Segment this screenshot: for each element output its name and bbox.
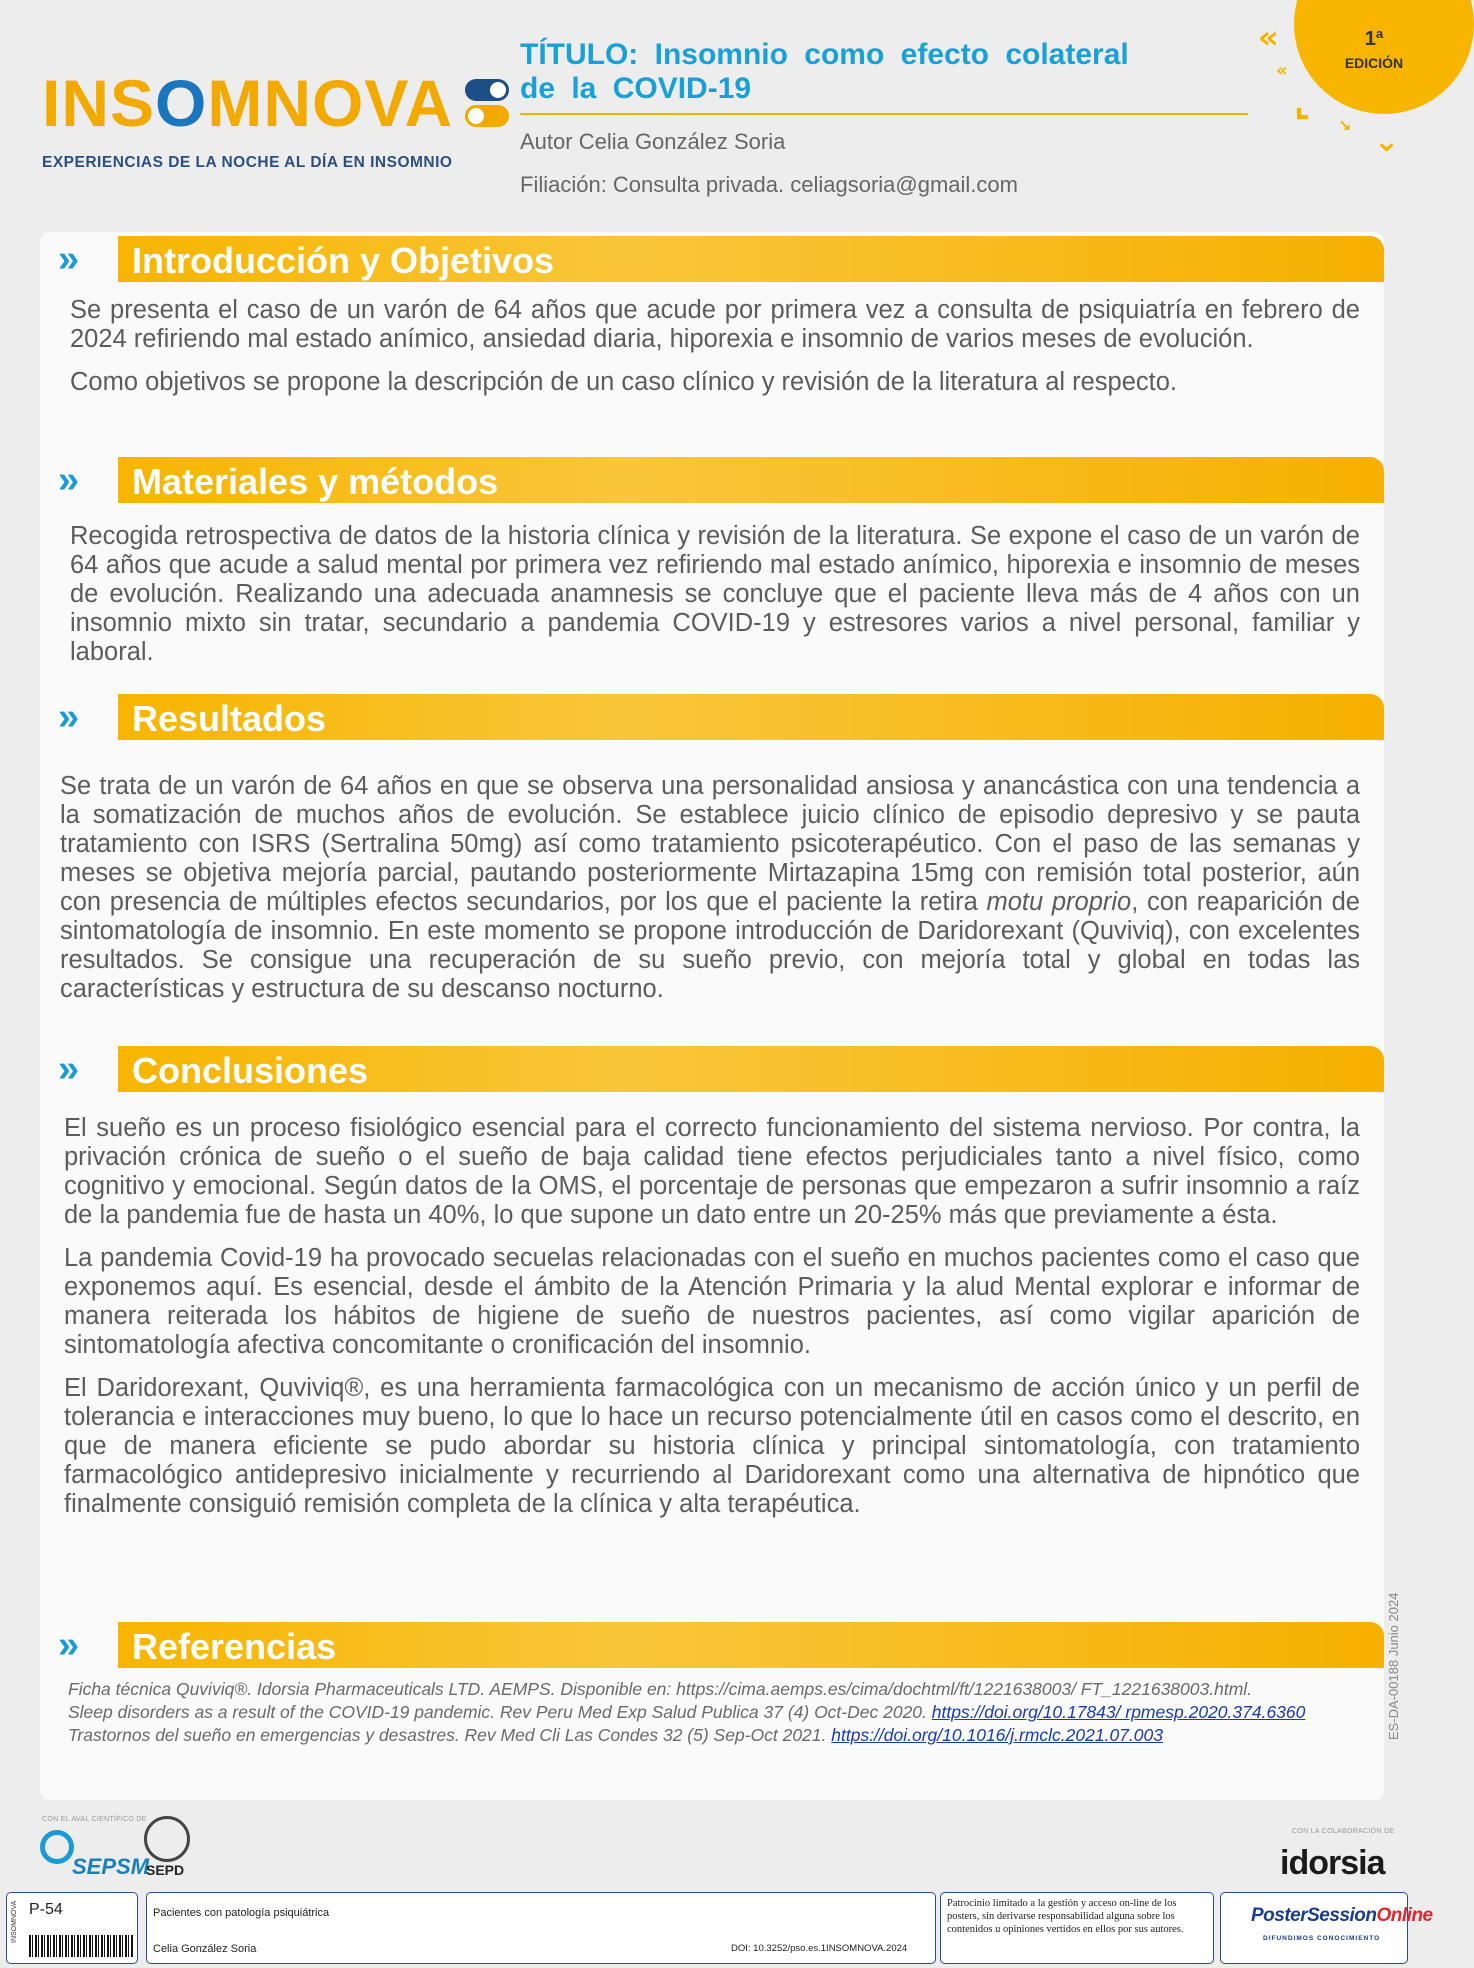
methods-paragraph-1: Recogida retrospectiva de datos de la historia clínica y revisión de la literatura. Se expone el caso de un varón de 64 años que acude a salud mental por primera vez refiriendo mal estado anímico, hiporexia e insomnio de meses de evolución. Realizando una adecuada anamnesis se concluye que el paciente lleva más de 4 años con un insomnio mixto sin tratar, secundario a pandemia COVID-19 y estresores varios a nivel personal, familiar y laboral. (70, 522, 1360, 666)
logo-wordmark (42, 66, 462, 140)
double-chevron-right-icon: » (58, 1624, 66, 1666)
footer (0, 1888, 1433, 1968)
sepsm-text: SEPSM (72, 1854, 150, 1879)
reference-2-link[interactable]: https://doi.org/10.17843/ rpmesp.2020.374.6360 (931, 1702, 1306, 1722)
poster-code: P-54 (29, 1901, 63, 1918)
double-chevron-right-icon: » (58, 238, 66, 280)
title-divider (520, 113, 1248, 115)
intro-paragraph-1: Se presenta el caso de un varón de 64 años que acude por primera vez a consulta de psiquiatría en febrero de 2024 refiriendo mal estado anímico, ansiedad diaria, hiporexia e insomnio de varios meses de evolución. (70, 296, 1360, 353)
logo-text-2: MN (207, 66, 313, 140)
affiliation-line: Filiación: Consulta privada. celiagsoria@gmail.com (520, 172, 1018, 198)
vertical-label: INSOMNOVA (11, 1900, 18, 1943)
edition-label: EDICIÓN (1344, 55, 1404, 71)
sepd-text: SEPD (146, 1862, 185, 1878)
results-text-b: , con reaparición de sintomatología de insomnio. En este momento se propone introducción de Daridorexant (Quviviq), con excelentes resultados. Se consigue una recuperación de su sueño previo, con mejoría total y global en todas las características y estructura de su descanso nocturno. (60, 888, 1360, 1003)
document-code: ES-DA-00188 Junio 2024 (1386, 1592, 1401, 1740)
double-chevron-right-icon: » (58, 459, 66, 501)
pso-text-1: PosterSession (1251, 1905, 1377, 1926)
pso-logo (1251, 1905, 1433, 1927)
reference-3 (68, 1724, 1360, 1747)
conclusions-paragraph-3: El Daridorexant, Quviviq®, es una herramienta farmacológica con un mecanismo de acción único y un perfil de tolerancia e interacciones muy bueno, lo que lo hace un recurso potencialmente útil en casos como el descrito, en que de manera eficiente se pudo abordar su historia clínica y principal sintomatología, con tratamiento farmacológico antidepresivo inicialmente y recurriendo al Daridorexant como una alternativa de hipnótico que finalmente consiguió remisión completa de la clínica y alta terapéutica. (64, 1374, 1360, 1518)
section-header-conclusions (40, 1046, 1384, 1092)
reference-2 (68, 1701, 1360, 1724)
section-title: Resultados (132, 698, 327, 739)
section-title: Introducción y Objetivos (132, 240, 555, 281)
section-header-intro (40, 236, 1384, 282)
collab-label: CON LA COLABORACIÓN DE (1292, 1828, 1395, 1835)
logo-sun-letter: O (312, 66, 365, 140)
section-header-references (40, 1622, 1384, 1668)
pso-box[interactable] (1220, 1892, 1433, 1964)
double-chevron-left-icon: « (1258, 18, 1279, 56)
idorsia-logo: idorsia (1280, 1844, 1385, 1882)
section-title: Materiales y métodos (132, 461, 499, 502)
small-chevron-icon: « (1276, 60, 1288, 81)
results-paragraph-1 (60, 772, 1360, 1004)
logo-text-1: INS (42, 66, 156, 140)
logo-text-3: VA (364, 66, 454, 140)
section-header-results (40, 694, 1384, 740)
poster-title (520, 38, 1250, 105)
section-body-conclusions (64, 1114, 1360, 1519)
barcode-icon (29, 1935, 133, 1957)
results-italic: motu proprio (986, 888, 1132, 916)
reference-2-text: Sleep disorders as a result of the COVID-19 pandemic. Rev Peru Med Exp Salud Publica 37 (4) Oct-Dec 2020. (68, 1702, 932, 1722)
intro-paragraph-2: Como objetivos se propone la descripción de un caso clínico y revisión de la literatura al respecto. (70, 368, 1178, 396)
sponsor-note: Patrocinio limitado a la gestión y acceso on-line de los posters, sin derivarse responsabilidad alguna sobre los contenidos u opiniones vertidos en ellos por sus autores. (947, 1898, 1184, 1935)
reference-3-text: Trastornos del sueño en emergencias y desastres. Rev Med Cli Las Condes 32 (5) Sep-Oct 2021. (68, 1725, 832, 1745)
sepd-seal-icon (144, 1816, 190, 1862)
sponsor-note-box (940, 1892, 1214, 1964)
section-header-methods (40, 457, 1384, 503)
edition-number: 1ª (1364, 28, 1384, 50)
corner-bracket-icon: ⌞ (1294, 84, 1310, 124)
reference-1: Ficha técnica Quviviq®. Idorsia Pharmaceuticals LTD. AEMPS. Disponible en: https://cima.aemps.es/cima/dochtml/ft/1221638003/ FT_1221638003.html. (68, 1679, 1253, 1699)
insomnova-logo (42, 66, 462, 172)
poster-category: Pacientes con patología psiquiátrica (153, 1907, 330, 1919)
results-text-a: Se trata de un varón de 64 años en que se observa una personalidad ansiosa y anancástica con una tendencia a la somatización de muchos años de evolución. Se establece juicio clínico de episodio depresivo y se pauta tratamiento con ISRS (Sertralina 50mg) así como tratamiento psicoterapéutico. Con el paso de las semanas y meses se objetiva mejoría parcial, pautando posteriormente Mirtazapina 15mg con remisión total posterior, aún con presencia de múltiples efectos secundarios, por los que el paciente la retira (60, 772, 1360, 916)
poster-doi[interactable]: DOI: 10.3252/pso.es.1INSOMNOVA.2024 (731, 1943, 908, 1954)
double-chevron-down-icon: ⌄ (1374, 124, 1400, 159)
title-block (520, 38, 1250, 198)
poster-code-box (6, 1892, 138, 1964)
reference-3-link[interactable]: https://doi.org/10.1016/j.rmclc.2021.07.003 (831, 1725, 1163, 1745)
section-body-intro (70, 296, 1360, 397)
section-title: Conclusiones (132, 1050, 369, 1091)
aval-label: CON EL AVAL CIENTÍFICO DE (42, 1816, 147, 1823)
section-title: Referencias (132, 1626, 337, 1667)
section-body-results (60, 772, 1360, 1004)
pso-subtitle: DIFUNDIMOS CONOCIMIENTO (1263, 1935, 1381, 1942)
conclusions-paragraph-2: La pandemia Covid-19 ha provocado secuelas relacionadas con el sueño en muchos pacientes como el caso que exponemos aquí. Es esencial, desde el ámbito de la Atención Primaria y la alud Mental explorar e informar de manera reiterada los hábitos de higiene de sueño de nuestros pacientes, así como vigilar aparición de sintomatología afectiva concomitante o cronificación del insomnio. (64, 1244, 1360, 1359)
poster-info-box (146, 1892, 936, 1964)
logo-moon-letter: O (155, 66, 208, 140)
author-line: Autor Celia González Soria (520, 129, 786, 155)
pso-text-2: Online (1376, 1905, 1433, 1926)
poster-author: Celia González Soria (153, 1943, 257, 1955)
title-line-2: de la COVID-19 (520, 71, 752, 105)
references-list (68, 1678, 1360, 1747)
double-chevron-right-icon: » (58, 1048, 66, 1090)
conclusions-paragraph-1: El sueño es un proceso fisiológico esencial para el correcto funcionamiento del sistema nervioso. Por contra, la privación crónica de sueño o el sueño de baja calidad tiene efectos perjudiciales tanto a nivel físico, como cognitivo y emocional. Según datos de la OMS, el porcentaje de personas que empezaron a sufrir insomnio a raíz de la pandemia fue de hasta un 40%, lo que supone un dato entre un 20-25% más que previamente a ésta. (64, 1114, 1360, 1229)
title-line-1: TÍTULO: Insomnio como efecto colateral (520, 38, 1129, 71)
edition-badge (1294, 0, 1474, 114)
content-card (40, 232, 1384, 1800)
logo-tagline: EXPERIENCIAS DE LA NOCHE AL DÍA EN INSOMNIO (42, 154, 453, 171)
small-arrow-icon: ↘ (1338, 116, 1352, 135)
double-chevron-right-icon: » (58, 696, 66, 738)
section-body-methods (70, 522, 1360, 667)
sepsm-figure-icon (40, 1830, 74, 1864)
